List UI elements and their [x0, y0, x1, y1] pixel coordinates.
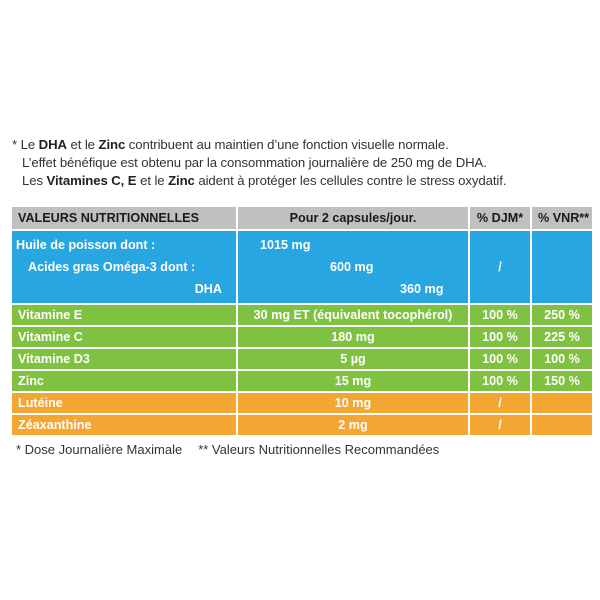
table-row: [11, 326, 593, 348]
table-row: [11, 392, 593, 414]
note-segment: et le: [66, 137, 99, 152]
fish-oil-value: 1015 mg: [260, 238, 311, 252]
table-header-row: [11, 206, 593, 230]
note-segment: aident à protéger les cellules contre le stress oxydatif.: [194, 173, 507, 188]
dha-label: DHA: [194, 282, 222, 296]
note-line-1: [12, 136, 592, 154]
nutrient-vnr: 100 %: [531, 348, 593, 370]
nutrient-amount: 2 mg: [237, 414, 469, 436]
nutrient-amount: 30 mg ET (équivalent tocophérol): [237, 304, 469, 326]
omega3-label: Acides gras Oméga-3 dont :: [28, 260, 196, 274]
note-line-2: L’effet bénéfique est obtenu par la consommation journalière de 250 mg de DHA.: [22, 155, 487, 170]
nutrient-name: Vitamine D3: [11, 348, 237, 370]
fish-oil-labels: [11, 230, 237, 304]
nutrient-name: Vitamine C: [11, 326, 237, 348]
nutrient-djm: /: [469, 392, 531, 414]
nutrient-djm: 100 %: [469, 348, 531, 370]
nutrient-vnr: [531, 414, 593, 436]
djm-footnote: * Dose Journalière Maximale: [16, 442, 183, 457]
nutrient-amount: 10 mg: [237, 392, 469, 414]
nutrient-djm: 100 %: [469, 370, 531, 392]
nutrient-name: Vitamine E: [11, 304, 237, 326]
nutrient-vnr: 250 %: [531, 304, 593, 326]
note-line-3: [12, 172, 592, 190]
header-djm: % DJM*: [469, 206, 531, 230]
fish-oil-label: Huile de poisson dont :: [16, 238, 156, 252]
note-segment: Zinc: [98, 137, 126, 152]
omega3-value: 600 mg: [330, 260, 374, 274]
fish-oil-values: [237, 230, 469, 304]
header-nutritional-values: VALEURS NUTRITIONNELLES: [11, 206, 237, 230]
note-segment: et le: [136, 173, 169, 188]
table-row: [11, 370, 593, 392]
note-segment: contribuent au maintien d’une fonction visuelle normale.: [125, 137, 449, 152]
note-segment: * Le: [12, 137, 39, 152]
nutrient-djm: 100 %: [469, 304, 531, 326]
fish-oil-row: [11, 230, 593, 304]
note-segment: Vitamines C, E: [46, 173, 137, 188]
header-per-dose: Pour 2 capsules/jour.: [237, 206, 469, 230]
nutrient-name: Zéaxanthine: [11, 414, 237, 436]
table-row: [11, 348, 593, 370]
nutrient-vnr: 225 %: [531, 326, 593, 348]
header-vnr: % VNR**: [531, 206, 593, 230]
note-segment: Les: [22, 173, 47, 188]
nutrient-amount: 5 µg: [237, 348, 469, 370]
table-row: [11, 304, 593, 326]
nutrient-djm: /: [469, 414, 531, 436]
note-segment: DHA: [38, 137, 67, 152]
nutrient-vnr: [531, 392, 593, 414]
fish-oil-vnr: [531, 230, 593, 304]
claims-notes: [12, 136, 592, 190]
dha-value: 360 mg: [400, 282, 444, 296]
nutrient-djm: 100 %: [469, 326, 531, 348]
footer-legend: [16, 442, 596, 457]
note-segment: Zinc: [168, 173, 195, 188]
nutrient-name: Lutéine: [11, 392, 237, 414]
nutrient-vnr: 150 %: [531, 370, 593, 392]
vnr-footnote: ** Valeurs Nutritionnelles Recommandées: [198, 442, 440, 457]
nutrient-amount: 15 mg: [237, 370, 469, 392]
table-row: [11, 414, 593, 436]
nutrition-table: [10, 205, 594, 437]
nutrient-amount: 180 mg: [237, 326, 469, 348]
fish-oil-djm: /: [469, 230, 531, 304]
nutrient-name: Zinc: [11, 370, 237, 392]
